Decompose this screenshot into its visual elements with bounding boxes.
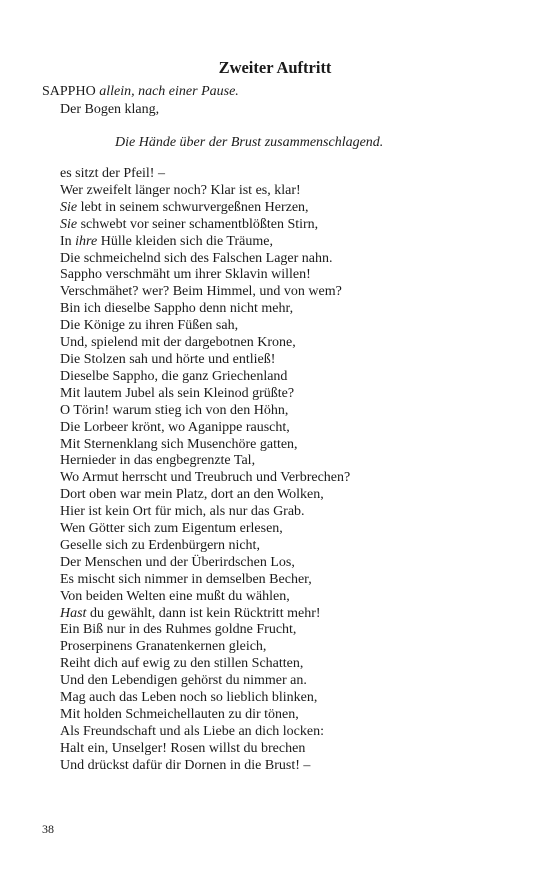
verse-pre: Mit holden Schmeichellauten zu dir tönen, xyxy=(60,707,299,722)
first-verse-line: Der Bogen klang, xyxy=(60,102,160,117)
verse-line xyxy=(60,470,350,487)
verse-line xyxy=(60,251,350,268)
verse-line xyxy=(60,538,350,555)
verse-pre: In xyxy=(60,233,76,249)
verse-pre: Die Lorbeer krönt, wo Aganippe rauscht, xyxy=(60,419,290,435)
verse-pre: Dieselbe Sappho, die ganz Griechenland xyxy=(60,368,288,384)
verse-line xyxy=(60,690,350,707)
verse-pre: Reiht dich auf ewig zu den stillen Schatten, xyxy=(60,656,304,672)
verse-line xyxy=(60,622,350,639)
verse-line xyxy=(60,707,350,724)
verse-line xyxy=(60,200,350,217)
verse-line xyxy=(60,589,350,606)
speaker-name: SAPPHO xyxy=(42,84,96,99)
verse-pre: Mag auch das Leben noch so lieblich blinken, xyxy=(60,690,318,706)
verse-line xyxy=(60,555,350,572)
verse-line xyxy=(60,741,350,758)
verse-line xyxy=(60,267,350,284)
verse-pre: Sappho verschmäht um ihrer Sklavin willen! xyxy=(60,267,311,283)
verse-pre: Hier ist kein Ort für mich, als nur das Grab. xyxy=(60,504,305,520)
verse-pre: Die Stolzen sah und hörte und entließ! xyxy=(60,351,276,367)
verse-line xyxy=(60,572,350,589)
verse-em: ihre xyxy=(75,233,98,249)
verse-pre: O Törin! warum stieg ich von den Höhn, xyxy=(60,402,289,418)
speaker-line xyxy=(42,83,239,101)
verse-pre: Hernieder in das engbegrenzte Tal, xyxy=(60,453,256,469)
verse-post: du gewählt, dann ist kein Rücktritt mehr! xyxy=(86,605,321,621)
verse-pre: es sitzt der Pfeil! – xyxy=(60,166,165,181)
verse-em: Sie xyxy=(60,216,78,232)
verse-line xyxy=(60,352,350,369)
verse-pre: Es mischt sich nimmer in demselben Becher, xyxy=(60,571,312,587)
verse-line xyxy=(60,656,350,673)
verse-pre: Der Menschen und der Überirdschen Los, xyxy=(60,554,295,570)
verse-line xyxy=(60,335,350,352)
verse-line xyxy=(60,301,350,318)
verse-pre: Halt ein, Unselger! Rosen willst du brechen xyxy=(60,740,306,756)
verse-line xyxy=(60,217,350,234)
verse-line xyxy=(60,284,350,301)
verse-post: Hülle kleiden sich die Träume, xyxy=(97,233,273,249)
speaker-direction: allein, nach einer Pause. xyxy=(99,84,239,99)
verse-pre: Dort oben war mein Platz, dort an den Wolken, xyxy=(60,487,324,503)
verse-line xyxy=(60,166,350,183)
verse-line xyxy=(60,437,350,454)
verse-line xyxy=(60,318,350,335)
verse-post: lebt in seinem schwurvergeßnen Herzen, xyxy=(77,199,309,215)
verse-pre: Verschmähet? wer? Beim Himmel, und von wem? xyxy=(60,284,342,300)
verse-pre: Proserpinens Granatenkernen gleich, xyxy=(60,639,267,655)
verse-line xyxy=(60,453,350,470)
verse-pre: Wer zweifelt länger noch? Klar ist es, klar! xyxy=(60,182,301,198)
verse-pre: Und, spielend mit der dargebotnen Krone, xyxy=(60,335,296,351)
verse-line xyxy=(60,639,350,656)
scene-heading: Zweiter Auftritt xyxy=(218,58,332,77)
verse-pre: Und drückst dafür dir Dornen in die Brust! – xyxy=(60,757,311,773)
verse-pre: Von beiden Welten eine mußt du wählen, xyxy=(60,588,290,604)
verse-pre: Geselle sich zu Erdenbürgern nicht, xyxy=(60,537,260,553)
verse-pre: Die Könige zu ihren Füßen sah, xyxy=(60,318,239,334)
verse-line xyxy=(60,724,350,741)
verse-em: Hast xyxy=(60,605,87,621)
verse-pre: Mit Sternenklang sich Musenchöre gatten, xyxy=(60,436,298,452)
verse-line xyxy=(60,420,350,437)
verse-line xyxy=(60,673,350,690)
verse-line xyxy=(60,369,350,386)
verse-pre: Bin ich dieselbe Sappho denn nicht mehr, xyxy=(60,301,294,317)
stage-direction: Die Hände über der Brust zusammenschlagend. xyxy=(115,135,384,150)
verse-list xyxy=(60,166,350,775)
verse-line xyxy=(60,386,350,403)
verse-line xyxy=(60,183,350,200)
verse-post: schwebt vor seiner schamentblößten Stirn, xyxy=(77,216,319,232)
verse-line xyxy=(60,487,350,504)
verse-em: Sie xyxy=(60,199,78,215)
verse-pre: Die schmeichelnd sich des Falschen Lager nahn. xyxy=(60,250,333,266)
verse-line xyxy=(60,234,350,251)
verse-line xyxy=(60,504,350,521)
verse-pre: Als Freundschaft und als Liebe an dich locken: xyxy=(60,723,324,739)
verse-line xyxy=(60,606,350,623)
verse-line xyxy=(60,403,350,420)
verse-pre: Und den Lebendigen gehörst du nimmer an. xyxy=(60,673,307,689)
verse-pre: Wo Armut herrscht und Treubruch und Verbrechen? xyxy=(60,470,351,486)
verse-line xyxy=(60,521,350,538)
page-number: 38 xyxy=(42,822,54,836)
verse-pre: Ein Biß nur in des Ruhmes goldne Frucht, xyxy=(60,622,297,638)
verse-line xyxy=(60,758,350,775)
verse-pre: Wen Götter sich zum Eigentum erlesen, xyxy=(60,521,283,537)
verse-pre: Mit lautem Jubel als sein Kleinod grüßte? xyxy=(60,385,295,401)
